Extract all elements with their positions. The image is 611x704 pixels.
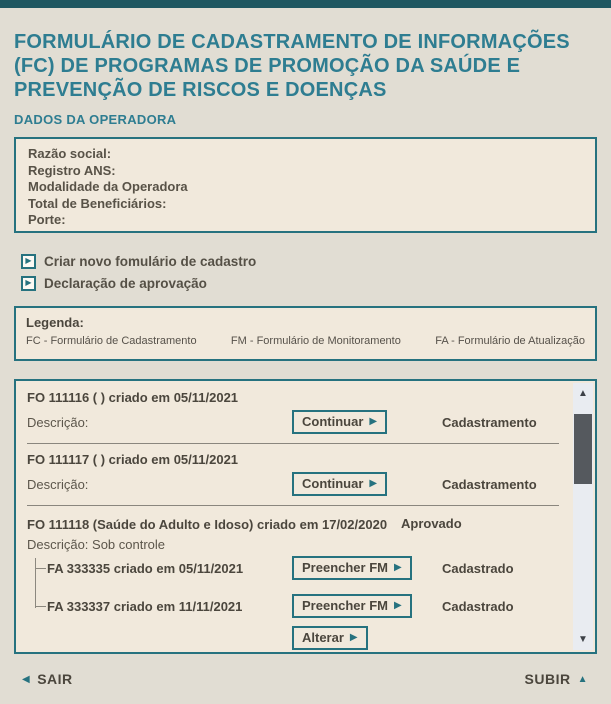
child-form-row [47, 594, 559, 618]
form-entry-title: FO 111116 ( ) criado em 05/11/2021 [27, 390, 239, 405]
field-total-beneficiarios: Total de Beneficiários: [28, 195, 167, 211]
alter-button[interactable]: Alterar ▶ [292, 626, 368, 650]
divider [27, 505, 559, 506]
play-icon: ▶ [349, 632, 358, 643]
footer-nav [14, 671, 597, 687]
child-form-title: FA 333337 criado em 11/11/2021 [47, 598, 243, 614]
legend-title: Legenda: [26, 315, 84, 330]
section-title: DADOS DA OPERADORA [14, 112, 177, 127]
legend-item-fa: FA - Formulário de Atualização [435, 335, 585, 347]
child-form-title: FA 333335 criado em 05/11/2021 [47, 560, 244, 576]
form-description: Descrição: [27, 476, 89, 492]
form-description: Descrição: Sob controle [27, 537, 166, 552]
field-registro-ans: Registro ANS: [28, 162, 116, 178]
fill-fm-button[interactable]: Preencher FM ▶ [292, 594, 412, 618]
child-forms-tree [35, 556, 559, 618]
forms-list [16, 381, 595, 650]
forms-list-panel [14, 379, 597, 654]
scroll-to-top-link[interactable] [525, 671, 588, 687]
continue-button[interactable]: Continuar ▶ [292, 472, 387, 496]
form-description: Descrição: [27, 414, 89, 430]
scrollbar-thumb[interactable] [574, 414, 592, 484]
status-badge: Cadastramento [442, 414, 537, 430]
status-badge: Aprovado [401, 516, 462, 531]
status-badge: Cadastramento [442, 476, 537, 492]
page-title: FORMULÁRIO DE CADASTRAMENTO DE INFORMAÇÕES (FC) DE PROGRAMAS DE PROMOÇÃO DA SAÚDE E PREVENÇÃO DE RISCOS E DOENÇAS [14, 31, 570, 101]
operator-data-box [14, 137, 597, 233]
form-entry-header [27, 514, 559, 533]
scroll-up-icon[interactable]: ▲ [578, 388, 588, 399]
approval-declaration-label: Declaração de aprovação [44, 275, 207, 291]
fill-fm-button[interactable]: Preencher FM ▶ [292, 556, 412, 580]
legend-item-fc: FC - Formulário de Cadastramento [26, 335, 197, 347]
create-new-form-label: Criar novo fomulário de cadastro [44, 253, 257, 269]
play-icon: ▶ [369, 416, 378, 427]
field-porte: Porte: [28, 212, 66, 227]
top-accent-bar [0, 0, 611, 8]
scrollbar[interactable] [573, 383, 593, 650]
play-icon: ▶ [393, 600, 402, 611]
exit-label: SAIR [37, 671, 73, 687]
scroll-down-icon[interactable]: ▼ [578, 634, 588, 645]
play-icon: ▶ [21, 276, 36, 291]
field-modalidade: Modalidade da Operadora [28, 179, 188, 194]
legend-item-fm: FM - Formulário de Monitoramento [230, 335, 401, 347]
field-razao-social: Razão social: [28, 146, 112, 161]
status-badge: Cadastrado [442, 598, 514, 614]
continue-button[interactable]: Continuar ▶ [292, 410, 387, 434]
form-entry-title: FO 111118 (Saúde do Adulto e Idoso) criado em 17/02/2020 [27, 517, 388, 532]
status-badge: Cadastrado [442, 560, 514, 576]
form-entry-row [27, 410, 559, 434]
create-new-form-link[interactable] [14, 250, 597, 272]
play-icon: ▶ [393, 562, 402, 573]
left-arrow-icon: ◀ [22, 673, 31, 685]
page-content [0, 30, 611, 687]
form-entry-title: FO 111117 ( ) criado em 05/11/2021 [27, 452, 239, 467]
divider [27, 443, 559, 444]
child-form-row [47, 556, 559, 580]
play-icon: ▶ [21, 254, 36, 269]
form-entry-row [27, 472, 559, 496]
top-label: SUBIR [524, 671, 571, 687]
action-links [14, 250, 597, 294]
legend-row [26, 335, 585, 347]
alter-row [27, 626, 559, 650]
play-icon: ▶ [369, 478, 378, 489]
exit-link[interactable] [22, 671, 73, 687]
up-arrow-icon: ▲ [577, 673, 588, 685]
approval-declaration-link[interactable] [14, 272, 597, 294]
legend-box [14, 306, 597, 361]
